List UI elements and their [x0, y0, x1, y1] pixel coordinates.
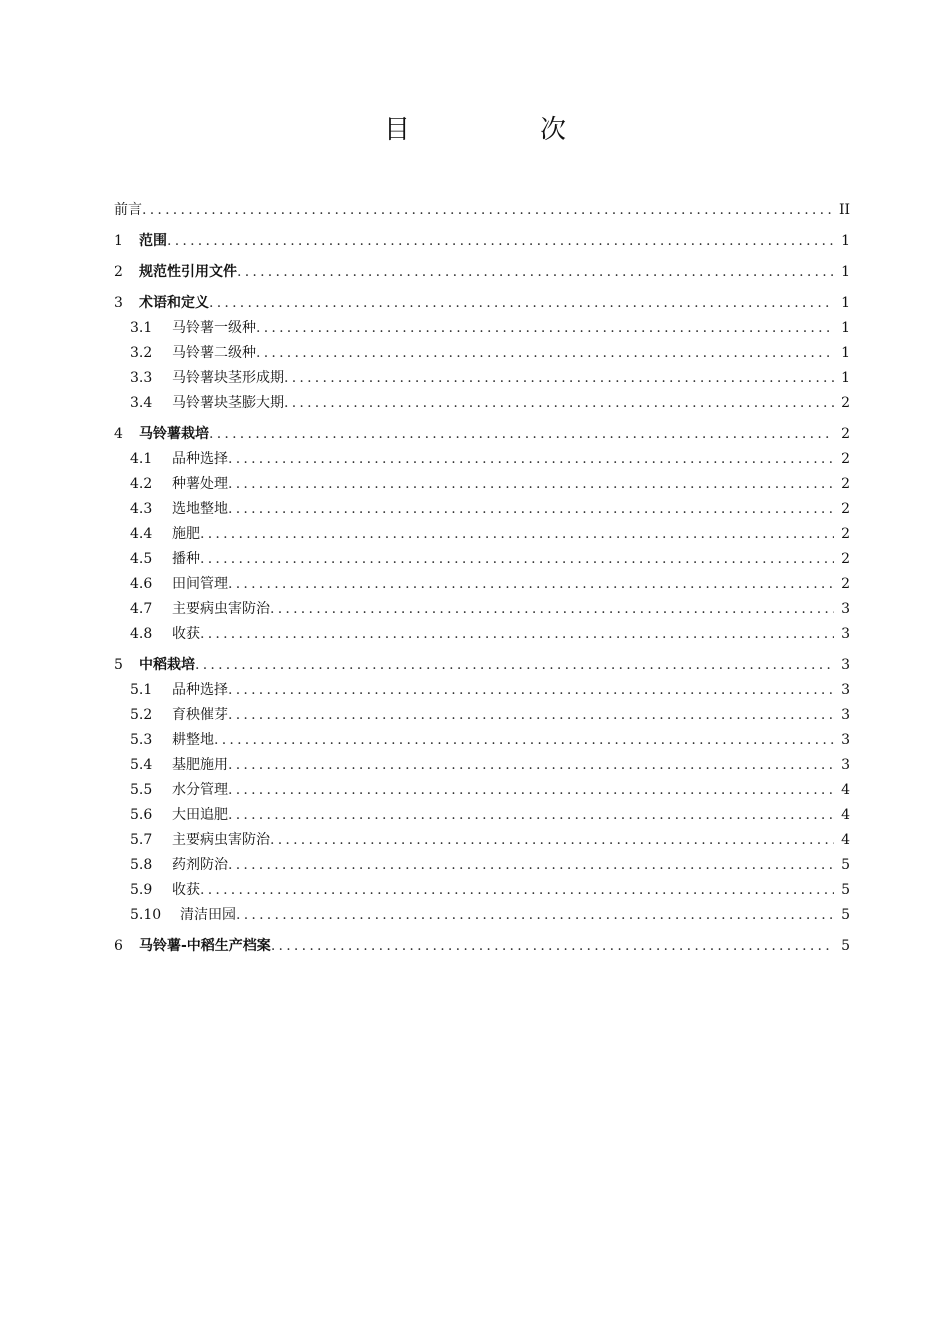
toc-leader-dots: [114, 903, 834, 928]
toc-leader-dots: [114, 878, 834, 903]
toc-entry-label: 大田追肥: [172, 807, 228, 823]
toc-entry-label: 主要病虫害防治: [172, 601, 270, 617]
toc-entry[interactable]: [114, 853, 850, 878]
toc-entry-label: 收获: [172, 882, 200, 898]
toc-entry[interactable]: [114, 653, 850, 678]
toc-entry-number: 3: [114, 295, 123, 311]
toc-entry-label: 水分管理: [172, 782, 228, 798]
toc-entry-number: 4.3: [130, 501, 153, 517]
toc-leader-dots: [114, 422, 834, 447]
toc-title: 目 次: [383, 115, 618, 145]
toc-entry[interactable]: [114, 728, 850, 753]
toc-leader-dots: [114, 828, 834, 853]
toc-entry-label: 马铃薯二级种: [172, 345, 256, 361]
toc-leader-dots: [114, 497, 834, 522]
toc-leader-dots: [114, 728, 834, 753]
toc-entry-label: 马铃薯块茎形成期: [172, 370, 284, 386]
toc-entry-number: 5.4: [130, 757, 153, 773]
toc-entry-label: 品种选择: [172, 682, 228, 698]
toc-entry-label: 选地整地: [172, 501, 228, 517]
toc-entry-label: 前言: [114, 202, 142, 218]
toc-leader-dots: [114, 678, 834, 703]
toc-entry[interactable]: [114, 391, 850, 416]
toc-entry-label: 育秧催芽: [172, 707, 228, 723]
toc-entry-number: 4.7: [130, 601, 153, 617]
toc-entry-label: 种薯处理: [172, 476, 228, 492]
toc-page-number: 2: [834, 391, 850, 416]
toc-leader-dots: [114, 522, 834, 547]
toc-entry-label: 主要病虫害防治: [172, 832, 270, 848]
toc-leader-dots: [114, 291, 834, 316]
toc-entry-number: 5.9: [130, 882, 153, 898]
toc-entry-number: 5.1: [130, 682, 153, 698]
toc-entry[interactable]: [114, 903, 850, 928]
toc-entry-number: 4: [114, 426, 123, 442]
toc-entry-number: 4.8: [130, 626, 153, 642]
toc-leader-dots: [114, 778, 834, 803]
toc-entry[interactable]: [114, 547, 850, 572]
toc-page-number: 2: [834, 572, 850, 597]
toc-entry-number: 1: [114, 233, 123, 249]
toc-page-number: 5: [834, 878, 850, 903]
toc-entry[interactable]: [114, 572, 850, 597]
toc-page-number: 1: [834, 316, 850, 341]
toc-entry-label: 田间管理: [172, 576, 228, 592]
toc-leader-dots: [114, 803, 834, 828]
toc-entry-number: 3.4: [130, 395, 153, 411]
toc-page-number: 2: [834, 422, 850, 447]
toc-page-number: 3: [834, 703, 850, 728]
toc-page-number: 4: [834, 778, 850, 803]
table-of-contents: [114, 198, 850, 959]
toc-page-number: 5: [834, 853, 850, 878]
toc-entry-number: 5.6: [130, 807, 153, 823]
toc-entry-label: 品种选择: [172, 451, 228, 467]
toc-leader-dots: [114, 260, 834, 285]
toc-entry-number: 5.3: [130, 732, 153, 748]
toc-page-number: 3: [834, 678, 850, 703]
toc-leader-dots: [114, 341, 834, 366]
toc-entry-label: 范围: [139, 233, 167, 249]
toc-entry-number: 5: [114, 657, 123, 673]
toc-entry[interactable]: [114, 703, 850, 728]
toc-entry-number: 5.10: [130, 907, 162, 923]
toc-entry[interactable]: [114, 878, 850, 903]
toc-entry-number: 6: [114, 938, 123, 954]
toc-entry-number: 5.8: [130, 857, 153, 873]
toc-page-number: 3: [834, 728, 850, 753]
toc-leader-dots: [114, 547, 834, 572]
toc-entry-number: 5.2: [130, 707, 153, 723]
toc-page-number: 4: [834, 803, 850, 828]
toc-page-number: 3: [834, 653, 850, 678]
toc-entry-label: 施肥: [172, 526, 200, 542]
toc-page-number: 1: [834, 341, 850, 366]
toc-entry[interactable]: [114, 341, 850, 366]
toc-entry-label: 中稻栽培: [139, 657, 195, 673]
toc-leader-dots: [114, 198, 834, 223]
toc-entry-label: 马铃薯-中稻生产档案: [139, 938, 271, 954]
toc-page-number: 1: [834, 366, 850, 391]
toc-entry-label: 药剂防治: [172, 857, 228, 873]
toc-entry[interactable]: [114, 229, 850, 254]
toc-leader-dots: [114, 853, 834, 878]
toc-page-number: 1: [834, 291, 850, 316]
toc-leader-dots: [114, 653, 834, 678]
toc-leader-dots: [114, 447, 834, 472]
toc-entry-label: 播种: [172, 551, 200, 567]
toc-leader-dots: [114, 366, 834, 391]
toc-entry-number: 4.4: [130, 526, 153, 542]
toc-leader-dots: [114, 229, 834, 254]
toc-entry[interactable]: [114, 778, 850, 803]
toc-entry-label: 清洁田园: [180, 907, 236, 923]
toc-entry-number: 5.5: [130, 782, 153, 798]
toc-page-number: 1: [834, 260, 850, 285]
toc-page-number: 3: [834, 622, 850, 647]
toc-entry-number: 3.3: [130, 370, 153, 386]
toc-leader-dots: [114, 597, 834, 622]
toc-page-number: 5: [834, 934, 850, 959]
toc-leader-dots: [114, 622, 834, 647]
toc-page-number: 2: [834, 497, 850, 522]
toc-entry-number: 3.2: [130, 345, 153, 361]
toc-entry[interactable]: [114, 472, 850, 497]
toc-page-number: 3: [834, 597, 850, 622]
toc-entry[interactable]: [114, 497, 850, 522]
toc-leader-dots: [114, 391, 834, 416]
toc-entry-label: 基肥施用: [172, 757, 228, 773]
toc-page-number: 2: [834, 472, 850, 497]
toc-leader-dots: [114, 753, 834, 778]
toc-entry-label: 马铃薯块茎膨大期: [172, 395, 284, 411]
toc-entry[interactable]: [114, 447, 850, 472]
toc-leader-dots: [114, 934, 834, 959]
toc-entry[interactable]: [114, 828, 850, 853]
toc-page-number: 3: [834, 753, 850, 778]
toc-entry-number: 4.6: [130, 576, 153, 592]
toc-entry-number: 2: [114, 264, 123, 280]
toc-page-number: 4: [834, 828, 850, 853]
toc-leader-dots: [114, 703, 834, 728]
toc-page-number: 5: [834, 903, 850, 928]
toc-entry[interactable]: [114, 934, 850, 959]
toc-entry-number: 3.1: [130, 320, 153, 336]
toc-page-number: 1: [834, 229, 850, 254]
toc-entry-label: 术语和定义: [139, 295, 209, 311]
toc-entry-label: 规范性引用文件: [139, 264, 237, 280]
toc-entry-label: 马铃薯一级种: [172, 320, 256, 336]
toc-entry[interactable]: [114, 422, 850, 447]
toc-entry[interactable]: [114, 753, 850, 778]
toc-entry[interactable]: [114, 522, 850, 547]
toc-page-number: 2: [834, 447, 850, 472]
toc-page-number: II: [834, 198, 850, 223]
toc-entry[interactable]: [114, 678, 850, 703]
toc-entry[interactable]: [114, 198, 850, 223]
toc-page-number: 2: [834, 522, 850, 547]
toc-entry[interactable]: [114, 316, 850, 341]
toc-entry-number: 4.2: [130, 476, 153, 492]
toc-entry-number: 4.1: [130, 451, 153, 467]
toc-page-number: 2: [834, 547, 850, 572]
toc-leader-dots: [114, 316, 834, 341]
toc-entry-number: 4.5: [130, 551, 153, 567]
toc-entry[interactable]: [114, 597, 850, 622]
toc-entry[interactable]: [114, 366, 850, 391]
toc-entry-label: 收获: [172, 626, 200, 642]
toc-entry[interactable]: [114, 260, 850, 285]
toc-leader-dots: [114, 572, 834, 597]
toc-entry[interactable]: [114, 803, 850, 828]
toc-entry-label: 马铃薯栽培: [139, 426, 209, 442]
toc-entry[interactable]: [114, 291, 850, 316]
toc-leader-dots: [114, 472, 834, 497]
toc-entry-label: 耕整地: [172, 732, 214, 748]
toc-entry[interactable]: [114, 622, 850, 647]
toc-entry-number: 5.7: [130, 832, 153, 848]
